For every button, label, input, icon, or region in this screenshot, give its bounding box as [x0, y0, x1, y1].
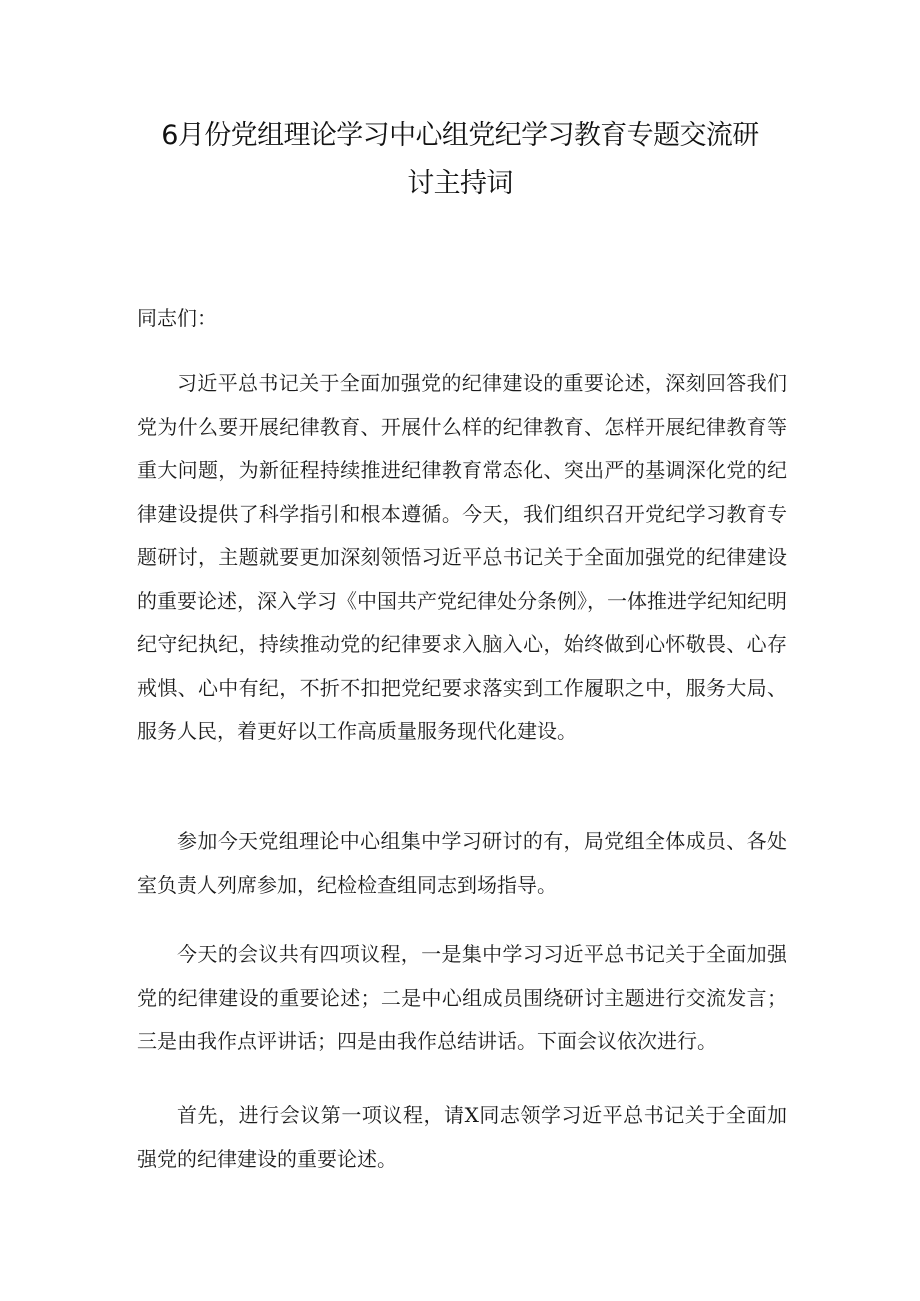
document-title-line-1: 6月份党组理论学习中心组党纪学习教育专题交流研: [161, 120, 759, 151]
paragraph-attendees: 参加今天党组理论中心组集中学习研讨的有，局党组全体成员、各处室负责人列席参加，纪检检查组同志到场指导。: [137, 829, 787, 897]
paragraph-agenda: 今天的会议共有四项议程，一是集中学习习近平总书记关于全面加强党的纪律建设的重要论述；二是中心组成员围绕研讨主题进行交流发言；三是由我作点评讲话；四是由我作总结讲话。下面会议依次进行。: [137, 942, 787, 1053]
salutation: 同志们：: [137, 306, 217, 330]
paragraph-opening: 习近平总书记关于全面加强党的纪律建设的重要论述，深刻回答我们党为什么要开展纪律教育、开展什么样的纪律教育、怎样开展纪律教育等重大问题，为新征程持续推进纪律教育常态化、突出严的基调深化党的纪律建设提供了科学指引和根本遵循。今天，我们组织召开党纪学习教育专题研讨，主题就要更加深刻领悟习近平总书记关于全面加强党的纪律建设的重要论述，深入学习《中国共产党纪律处分条例》，一体推进学纪知纪明纪守纪执纪，持续推动党的纪律要求入脑入心，始终做到心怀敬畏、心存戒惧、心中有纪，不折不扣把党纪要求落实到工作履职之中，服务大局、服务人民，着更好以工作高质量服务现代化建设。: [137, 371, 787, 743]
document-title-line-2: 讨主持词: [407, 168, 513, 199]
paragraph-first-item: 首先，进行会议第一项议程，请X同志领学习近平总书记关于全面加强党的纪律建设的重要论述。: [137, 1103, 787, 1171]
